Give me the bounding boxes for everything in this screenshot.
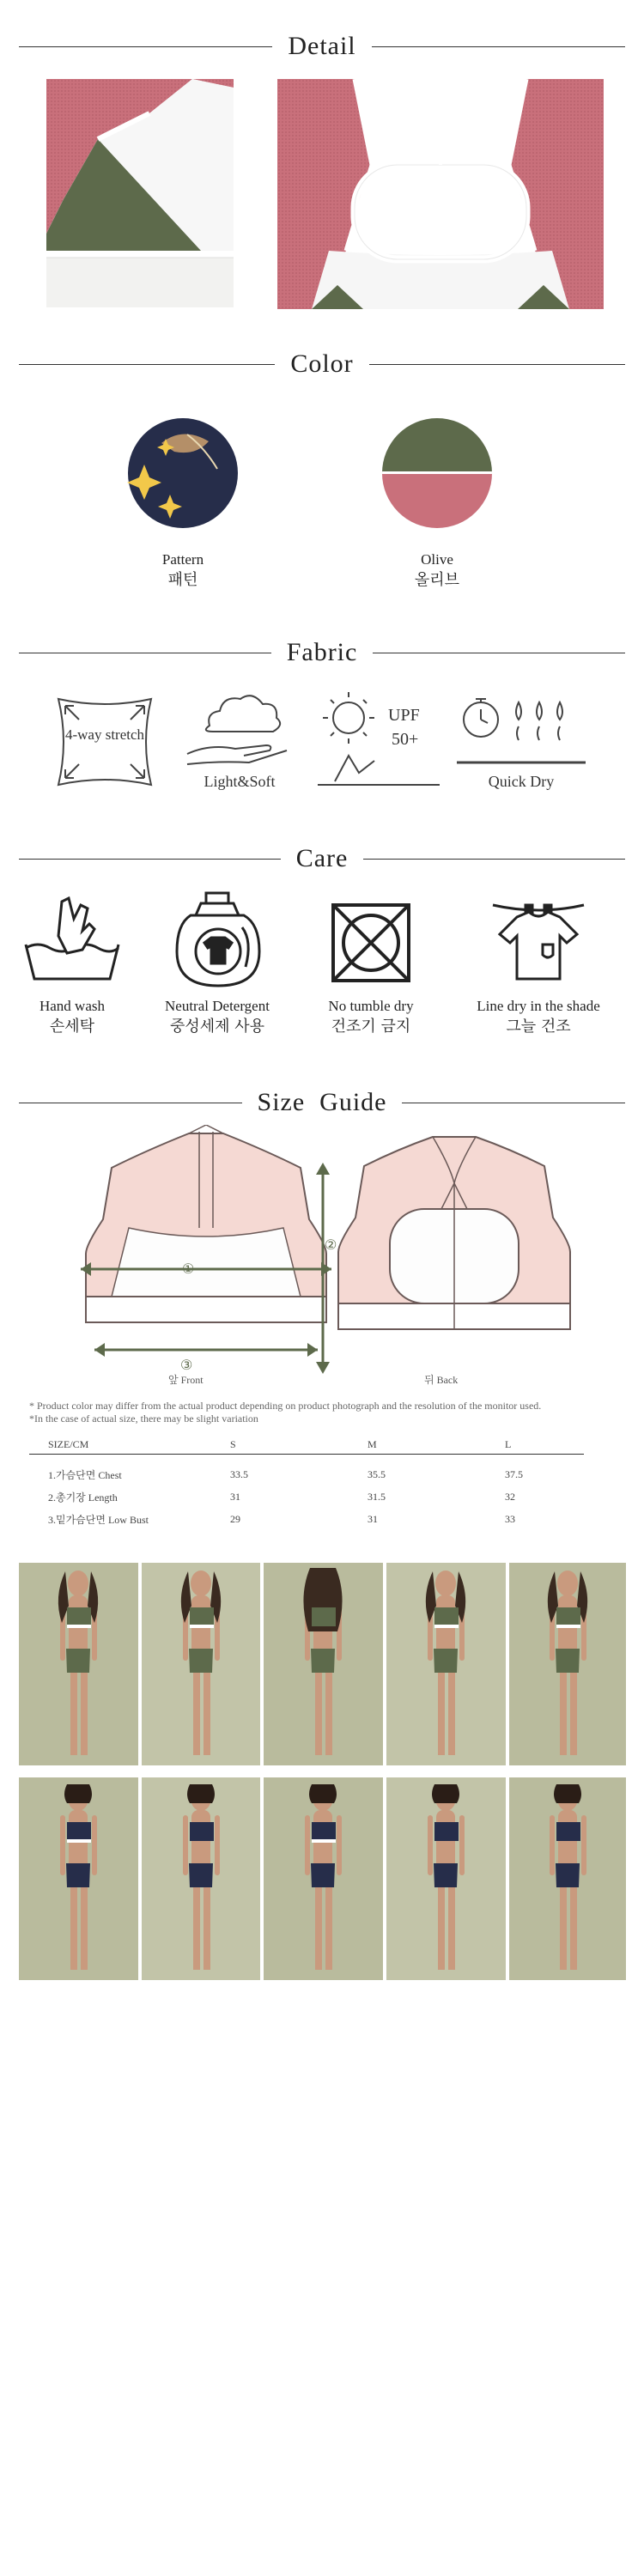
section-detail-header: [19, 29, 625, 64]
fabric-quick-dry-label: Quick Dry: [488, 773, 555, 790]
section-title-color: Color: [290, 349, 354, 378]
measure-marker-3: ③: [180, 1358, 193, 1373]
model-photo: [142, 1563, 260, 1765]
detail-image-front: [46, 79, 234, 307]
color-label-olive: [368, 550, 506, 591]
care-line-dry-en: Line dry in the shade: [477, 998, 600, 1014]
care-detergent-ko: 중성세제 사용: [169, 1018, 265, 1036]
color-name-pattern-en: Pattern: [161, 551, 204, 568]
care-line-dry-ko: 그늘 건조: [506, 1018, 571, 1036]
size-diagram-back: [330, 1132, 579, 1355]
size-table-cell: 37.5: [505, 1467, 523, 1480]
size-table: [48, 1436, 580, 1530]
color-name-pattern-ko: 패턴: [167, 571, 198, 589]
upf-sun-icon: [314, 687, 443, 790]
color-name-olive-ko: 올리브: [414, 571, 460, 589]
detail-image-back: [277, 79, 604, 309]
table-row: [48, 1463, 580, 1485]
section-title-size-guide: Size Guide: [257, 1088, 387, 1116]
section-care-header: [19, 841, 625, 876]
four-way-stretch-icon: [52, 692, 158, 792]
size-note-1: * Product color may differ from the actual product depending on product photograph and the resolution of the monitor used.: [29, 1400, 542, 1412]
care-neutral-detergent: [144, 996, 290, 1037]
fabric-upf-label: UPF: [388, 706, 420, 725]
section-title-detail: Detail: [288, 32, 356, 60]
color-label-pattern: [114, 550, 252, 591]
care-line-dry: [448, 996, 629, 1037]
quick-dry-icon: [457, 685, 586, 771]
model-photo: [386, 1777, 506, 1980]
section-color-header: [19, 347, 625, 381]
section-size-guide-header: [19, 1085, 625, 1120]
size-table-header: L: [505, 1437, 512, 1450]
size-note: [29, 1400, 630, 1425]
measure-marker-2: ②: [325, 1238, 337, 1253]
measure-marker-1: ①: [182, 1262, 195, 1277]
care-hand-wash: [3, 996, 141, 1037]
size-table-cell: 31: [368, 1512, 378, 1525]
size-table-cell: 29: [230, 1512, 240, 1525]
care-no-tumble-dry: [302, 996, 440, 1037]
model-photo: [386, 1563, 506, 1765]
size-table-cell: 33.5: [230, 1467, 248, 1480]
model-photo: [142, 1777, 260, 1980]
detergent-icon: [170, 890, 264, 989]
model-photo: [19, 1777, 138, 1980]
color-swatch-pattern: [127, 417, 239, 529]
size-table-cell: 31: [230, 1490, 240, 1503]
table-row: [48, 1508, 580, 1530]
hand-wash-icon: [21, 893, 124, 987]
section-title-fabric: Fabric: [286, 638, 358, 666]
model-photo: [509, 1777, 626, 1980]
size-front-label: 앞 Front: [168, 1374, 204, 1386]
size-table-cell: 32: [505, 1490, 515, 1503]
care-detergent-en: Neutral Detergent: [165, 998, 270, 1014]
care-hand-wash-en: Hand wash: [39, 998, 105, 1014]
fabric-stretch-label: 4-way stretch: [64, 726, 145, 743]
size-back-label: 뒤 Back: [424, 1374, 459, 1386]
color-name-olive-en: Olive: [421, 551, 453, 568]
size-table-header: S: [230, 1437, 236, 1450]
size-table-cell: 33: [505, 1512, 515, 1525]
size-table-cell: 35.5: [368, 1467, 386, 1480]
model-photo: [264, 1563, 383, 1765]
size-table-header-row: [48, 1436, 580, 1453]
size-table-cell: 2.총기장 Length: [48, 1491, 118, 1504]
care-no-tumble-en: No tumble dry: [328, 998, 414, 1014]
size-table-cell: 3.밑가슴단면 Low Bust: [48, 1513, 149, 1526]
model-photo: [509, 1563, 626, 1765]
section-fabric-header: [19, 635, 625, 670]
size-table-cell: 1.가슴단면 Chest: [48, 1468, 122, 1481]
table-row: [48, 1485, 580, 1508]
size-table-header: M: [368, 1437, 377, 1450]
size-diagram-front: [69, 1125, 343, 1382]
care-no-tumble-ko: 건조기 금지: [331, 1018, 411, 1036]
size-note-2: *In the case of actual size, there may be slight variation: [29, 1413, 258, 1425]
model-photo: [264, 1777, 383, 1980]
color-swatch-olive: [381, 417, 493, 529]
line-dry-shade-icon: [491, 896, 586, 986]
no-tumble-dry-icon: [330, 902, 412, 984]
model-photo: [19, 1563, 138, 1765]
section-title-care: Care: [295, 844, 349, 872]
light-soft-icon: [184, 687, 295, 773]
size-table-cell: 31.5: [368, 1490, 386, 1503]
fabric-upf-value: 50+: [392, 730, 419, 749]
size-table-header: SIZE/CM: [48, 1437, 89, 1450]
care-hand-wash-ko: 손세탁: [49, 1018, 95, 1036]
fabric-light-soft-label: Light&Soft: [204, 773, 276, 790]
